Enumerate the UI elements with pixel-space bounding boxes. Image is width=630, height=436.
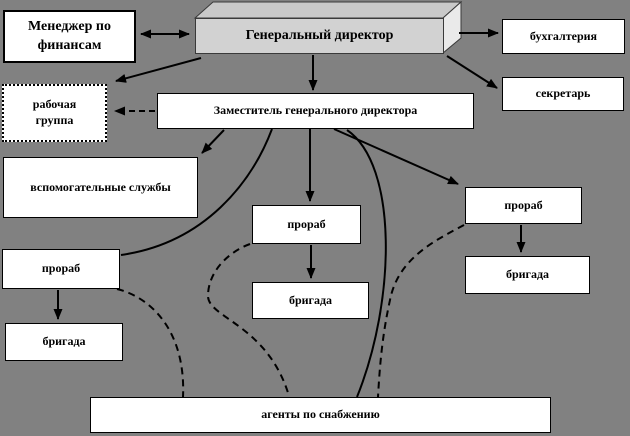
node-brigade-right[interactable] (465, 256, 590, 294)
node-finance-manager-label: Менеджер по финансам (28, 19, 111, 53)
node-deputy-director[interactable] (157, 93, 474, 129)
director-3d-top-face (195, 2, 461, 18)
node-foreman-center-label: прораб (287, 216, 326, 231)
node-foreman-left[interactable] (2, 249, 120, 289)
edge-deputy-agents-curve (347, 130, 386, 397)
node-brigade-center[interactable] (252, 282, 369, 319)
node-accounting[interactable] (502, 19, 625, 54)
node-deputy-director-label: Заместитель генерального директора (213, 103, 418, 118)
node-brigade-left-label: бригада (42, 334, 86, 349)
node-auxiliary-services-label: вспомогательные службы (30, 179, 171, 194)
edge-prorab-right-agents-dashed-curve (378, 225, 464, 397)
node-secretary-label: секретарь (535, 86, 591, 101)
node-supply-agents[interactable] (90, 397, 551, 433)
node-foreman-right[interactable] (465, 187, 582, 224)
edge-deputy-prorab-right-arrow (334, 129, 458, 184)
node-accounting-label: бухгалтерия (529, 28, 598, 43)
node-working-group[interactable] (2, 84, 107, 142)
node-foreman-center[interactable] (252, 205, 361, 244)
edge-prorab-left-agents-dashed-curve (117, 289, 183, 397)
edge-director-secretary-arrow (447, 56, 497, 88)
node-foreman-left-label: прораб (41, 261, 81, 276)
node-supply-agents-label: агенты по снабжению (261, 407, 380, 422)
node-auxiliary-services[interactable] (3, 157, 198, 218)
node-secretary[interactable] (502, 77, 624, 111)
node-general-director-label: Генеральный директор (245, 27, 394, 43)
edge-deputy-aux-arrow (202, 130, 224, 153)
node-brigade-center-label: бригада (288, 292, 333, 307)
node-brigade-left[interactable] (5, 323, 123, 361)
node-working-group-label: рабочая группа (32, 97, 77, 127)
node-foreman-right-label: прораб (504, 197, 543, 212)
node-general-director[interactable] (195, 18, 444, 54)
edge-prorab-center-agents-dashed-curve (208, 244, 289, 396)
node-finance-manager[interactable] (3, 10, 136, 63)
node-brigade-right-label: бригада (505, 267, 550, 282)
